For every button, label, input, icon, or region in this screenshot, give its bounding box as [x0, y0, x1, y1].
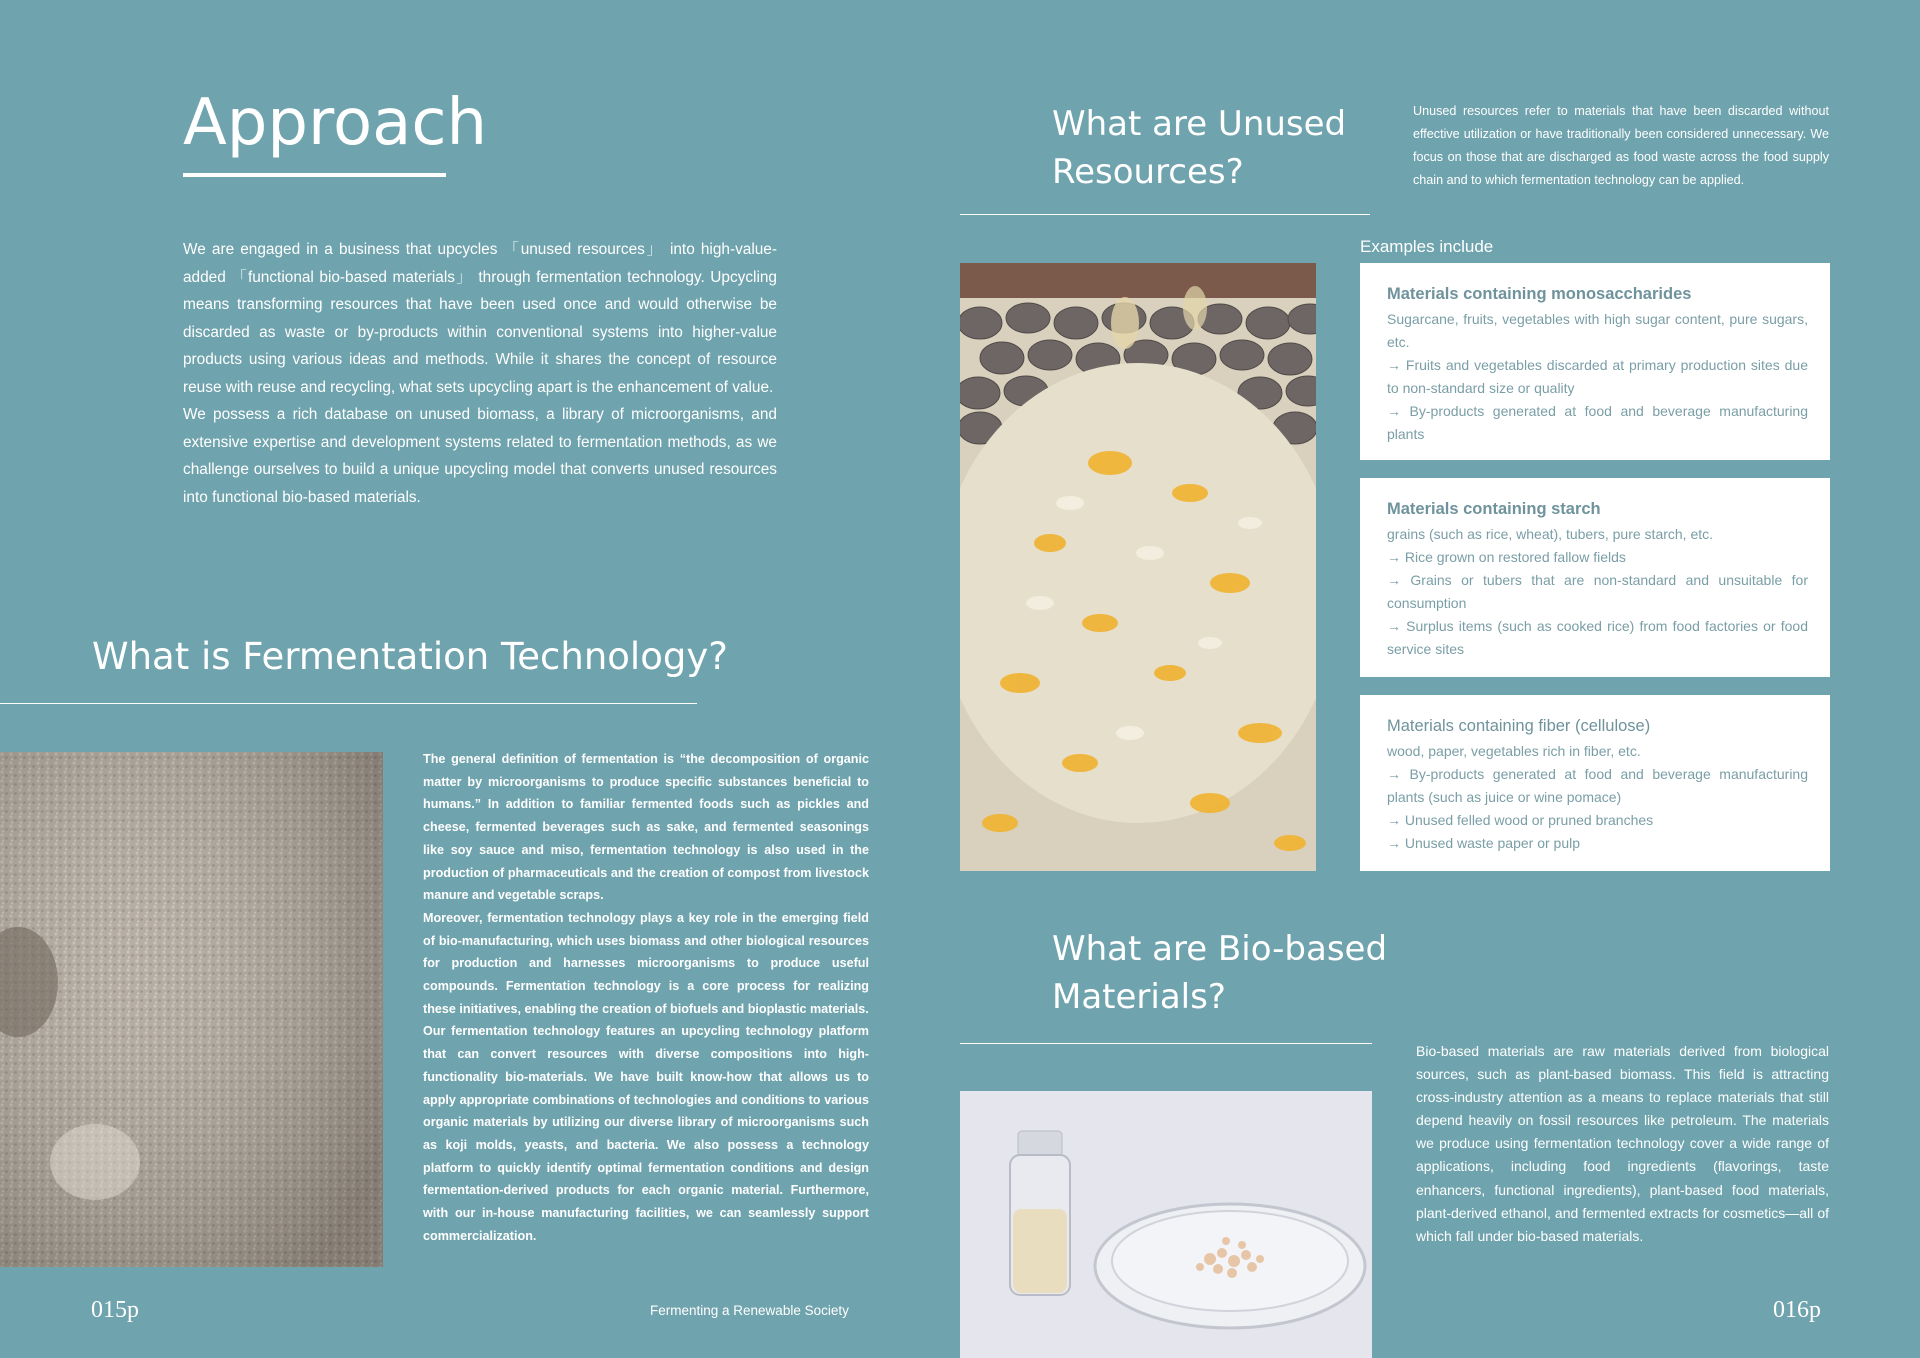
fermentation-title: What is Fermentation Technology?	[92, 635, 728, 678]
food-waste-image	[960, 263, 1316, 871]
card-line: → Fruits and vegetables discarded at primary production sites due to non-standard size or quality	[1387, 357, 1808, 396]
card-line: → Unused waste paper or pulp	[1387, 835, 1580, 851]
bio-title-line2: Materials?	[1052, 977, 1226, 1017]
approach-body	[183, 236, 777, 511]
fermentation-paragraph: Moreover, fermentation technology plays a key role in the emerging field of bio-manufacturing, which uses biomass and other biological resources for production and harnesses microorganisms to produce useful compounds. Fermentation technology is a core process for realizing these initiatives, enabling the creation of biofuels and bioplastic materials.	[423, 910, 869, 1016]
card-starch	[1360, 478, 1830, 677]
card-line: Sugarcane, fruits, vegetables with high sugar content, pure sugars, etc.	[1387, 311, 1808, 350]
card-line: → By-products generated at food and beverage manufacturing plants	[1387, 403, 1808, 442]
fermentation-paragraph: Our fermentation technology features an upcycling technology platform that can convert resources with diverse compositions into high-functionality bio-materials. We have built know-how that allows us to apply appropriate combinations of technologies and conditions to various organic materials by utilizing our diverse library of microorganisms such as koji molds, yeasts, and bacteria. We also possess a technology platform to quickly identify optimal fermentation conditions and design fermentation-derived products for each organic material. Furthermore, with our in-house manufacturing facilities, we can seamlessly support commercialization.	[423, 1024, 869, 1243]
fermentation-body	[423, 748, 869, 1247]
jar-and-dish-image	[960, 1091, 1372, 1358]
food-waste-photo	[960, 263, 1316, 871]
unused-resources-title	[1052, 100, 1346, 196]
card-title: Materials containing starch	[1387, 500, 1601, 518]
bio-based-divider	[960, 1043, 1372, 1044]
card-title: Materials containing monosaccharides	[1387, 285, 1692, 303]
fermentation-divider	[0, 703, 697, 704]
bio-materials-photo	[960, 1091, 1372, 1358]
card-line: grains (such as rice, wheat), tubers, pure starch, etc.	[1387, 526, 1714, 542]
card-line: → Unused felled wood or pruned branches	[1387, 812, 1654, 828]
card-line: wood, paper, vegetables rich in fiber, etc.	[1387, 743, 1641, 759]
page-number-left: 015p	[91, 1297, 139, 1323]
fermentation-koji-photo	[0, 752, 383, 1267]
approach-paragraph: We possess a rich database on unused biomass, a library of microorganisms, and extensive expertise and development systems related to fermentation methods, as we challenge ourselves to build a unique upcycling model that converts unused resources into functional bio-based materials.	[183, 406, 777, 506]
unused-title-line1: What are Unused	[1052, 104, 1347, 144]
bio-title-line1: What are Bio-based	[1052, 929, 1388, 969]
card-title: Materials containing fiber (cellulose)	[1387, 717, 1651, 735]
card-line: → By-products generated at food and beverage manufacturing plants (such as juice or wine pomace)	[1387, 766, 1808, 805]
unused-resources-divider	[960, 214, 1370, 215]
footer-caption: Fermenting a Renewable Society	[650, 1303, 849, 1318]
koji-texture-image	[0, 752, 383, 1267]
bio-based-body: Bio-based materials are raw materials derived from biological sources, such as plant-based biomass. This field is attracting cross-industry attention as a means to replace materials that still depend heavily on fossil resources like petroleum. The materials we produce using fermentation technology cover a wide range of applications, including food ingredients (flavorings, taste enhancers, functional ingredients), plant-based food materials, plant-derived ethanol, and fermented extracts for cosmetics—all of which fall under bio-based materials.	[1416, 1043, 1829, 1244]
card-fiber	[1360, 695, 1830, 871]
fermentation-paragraph: The general definition of fermentation is “the decomposition of organic matter by microorganisms to produce specific substances beneficial to humans.” In addition to familiar fermented foods such as pickles and cheese, fermented beverages such as sake, and fermented seasonings like soy sauce and miso, fermentation technology is also used in the production of pharmaceuticals and the creation of compost from livestock manure and vegetable scraps.	[423, 752, 869, 903]
card-monosaccharides	[1360, 263, 1830, 460]
approach-paragraph: We are engaged in a business that upcycles 「unused resources」 into high-value-added 「functional bio-based materials」 through fermentation technology. Upcycling means transforming resources that have been used once and would otherwise be discarded as waste or by-products within conventional systems into higher-value products using various ideas and methods. While it shares the concept of resource reuse with reuse and recycling, what sets upcycling apart is the enhancement of value.	[183, 241, 777, 396]
approach-title: Approach	[183, 86, 488, 160]
unused-title-line2: Resources?	[1052, 152, 1244, 192]
card-line: → Rice grown on restored fallow fields	[1387, 549, 1626, 565]
bio-based-title	[1052, 925, 1387, 1021]
page-number-right: 016p	[1773, 1297, 1821, 1323]
examples-label: Examples include	[1360, 237, 1494, 256]
approach-title-underline	[183, 173, 446, 177]
card-line: → Grains or tubers that are non-standard and unsuitable for consumption	[1387, 572, 1808, 611]
unused-resources-intro: Unused resources refer to materials that have been discarded without effective utilization or have traditionally been considered unnecessary. We focus on those that are discharged as food waste across the food supply chain and to which fermentation technology can be applied.	[1413, 104, 1829, 187]
card-line: → Surplus items (such as cooked rice) from food factories or food service sites	[1387, 618, 1808, 657]
